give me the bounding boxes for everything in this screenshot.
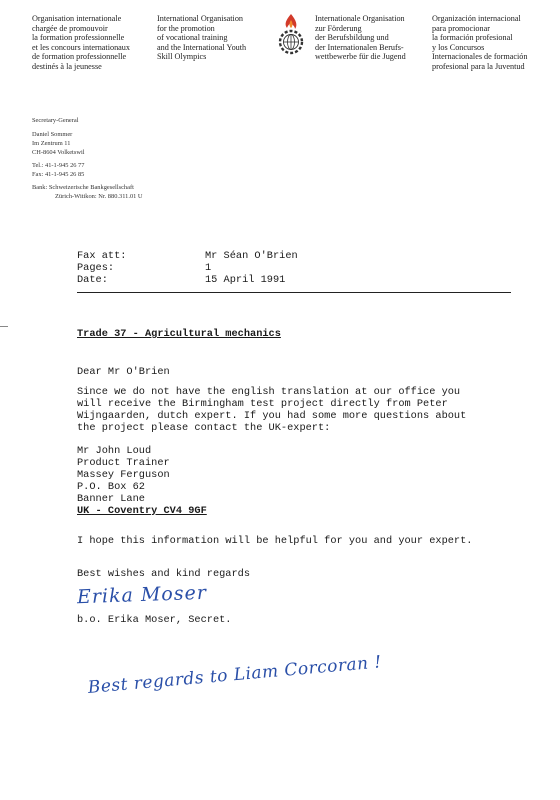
- fax-pages-value: 1: [205, 262, 212, 274]
- address-line: Banner Lane: [77, 493, 145, 505]
- sender-fax: Fax: 41-1-945 26 85: [32, 171, 85, 178]
- organisation-logo-icon: [276, 12, 306, 58]
- handwritten-signature: Erika Moser: [76, 581, 208, 609]
- letterhead-spanish: Organización internacional para promocionar la formación profesional y los Concursos Internacionales de formación profesional para la Juventud: [432, 14, 528, 71]
- address-country-line: UK - Coventry CV4 9GF: [77, 505, 207, 517]
- sender-city: CH-8604 Volketswil: [32, 149, 85, 156]
- signoff-line: b.o. Erika Moser, Secret.: [77, 614, 232, 626]
- subject-line: Trade 37 - Agricultural mechanics: [77, 328, 281, 340]
- sender-bank: Bank: Schweizerische Bankgesellschaft: [32, 184, 134, 191]
- sender-bank-branch: Zürich-Witikon: Nr. 880.311.01 U: [55, 193, 143, 200]
- sender-tel: Tel.: 41-1-945 26 77: [32, 162, 85, 169]
- sender-street: Im Zentrum 11: [32, 140, 71, 147]
- sender-title: Secretary-General: [32, 117, 79, 124]
- fax-date-label: Date:: [77, 274, 108, 286]
- letterhead-english: International Organisation for the promotion of vocational training and the International Youth Skill Olympics: [157, 14, 247, 62]
- scan-mark: [0, 326, 8, 327]
- closing-paragraph: I hope this information will be helpful for you and your expert.: [77, 535, 473, 547]
- salutation: Dear Mr O'Brien: [77, 366, 170, 378]
- header-divider: [77, 292, 511, 293]
- body-paragraph-line: will receive the Birmingham test project directly from Peter: [77, 398, 448, 410]
- handwritten-note: Best regards to Liam Corcoran !: [87, 652, 383, 698]
- body-paragraph-line: the project please contact the UK-expert:: [77, 422, 331, 434]
- fax-pages-label: Pages:: [77, 262, 115, 274]
- fax-att-label: Fax att:: [77, 250, 127, 262]
- fax-date-value: 15 April 1991: [205, 274, 286, 286]
- body-paragraph-line: Since we do not have the english translation at our office you: [77, 386, 461, 398]
- body-paragraph-line: Wijngaarden, dutch expert. If you had some more questions about: [77, 410, 467, 422]
- address-line: Product Trainer: [77, 457, 170, 469]
- letterhead-french: Organisation internationale chargée de promouvoir la formation professionnelle et les concours internationaux de formation professionnelle destinés à la jeunesse: [32, 14, 130, 71]
- fax-att-value: Mr Séan O'Brien: [205, 250, 298, 262]
- regards-line: Best wishes and kind regards: [77, 568, 251, 580]
- address-line: P.O. Box 62: [77, 481, 145, 493]
- address-line: Massey Ferguson: [77, 469, 170, 481]
- address-line: Mr John Loud: [77, 445, 152, 457]
- sender-name: Daniel Sommer: [32, 131, 73, 138]
- letterhead-german: Internationale Organisation zur Förderung der Berufsbildung und der Internationalen Berufs- wettbewerbe für die Jugend: [315, 14, 406, 62]
